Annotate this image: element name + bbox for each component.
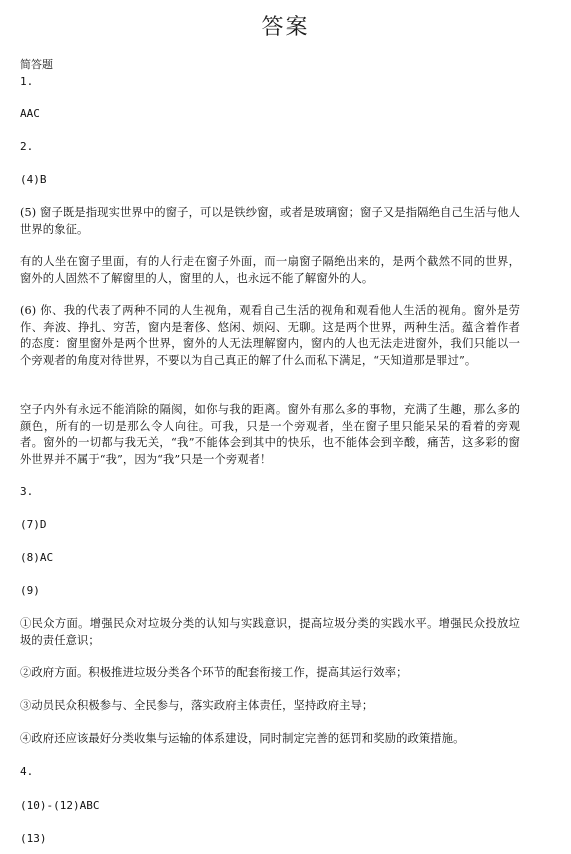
question-3-number: 3. <box>20 485 34 498</box>
answer-9-point-4: ④政府还应该最好分类收集与运输的体系建设，同时制定完善的惩罚和奖励的政策措施。 <box>20 732 465 745</box>
question-4-number: 4. <box>20 765 34 778</box>
answer-10-12: (10)-(12)ABC <box>20 799 100 812</box>
answer-5: (5) 窗子既是指现实世界中的窗子，可以是铁纱窗，或者是玻璃窗；窗子又是指隔绝自己生活与他人世界的象征。 <box>20 206 520 236</box>
answer-9-point-1: ①民众方面。增强民众对垃圾分类的认知与实践意识，提高垃圾分类的实践水平。增强民众投放垃圾的责任意识； <box>20 617 520 647</box>
question-1-number: 1. <box>20 75 34 88</box>
answer-9-point-2: ②政府方面。积极推进垃圾分类各个环节的配套衔接工作，提高其运行效率； <box>20 666 408 679</box>
answer-6: (6) 你、我的代表了两种不同的人生视角，观看自己生活的视角和观看他人生活的视角。窗外是劳作、奔波、挣扎、穷苦，窗内是奢侈、悠闲、烦闷、无聊。这是两个世界，两种生活。蕴含着作者的态度：窗里窗外是两个世界，窗外的人无法理解窗内，窗内的人也无法走进窗外，我们只能以一个旁观者的角度对待世界，不要以为自己真正的解了什么而私下满足，“天知道那是罪过”。 <box>20 304 520 367</box>
answer-5-continued: 有的人坐在窗子里面，有的人行走在窗子外面，而一扇窗子隔绝出来的，是两个截然不同的世界，窗外的人固然不了解窗里的人，窗里的人，也永远不能了解窗外的人。 <box>20 255 520 285</box>
answer-13: (13) <box>20 832 47 845</box>
answer-8: (8)AC <box>20 551 54 564</box>
page-title: 答案 <box>261 15 310 40</box>
answer-6-continued: 空子内外有永远不能消除的隔阂，如你与我的距离。窗外有那么多的事物，充满了生趣，那么多的颜色，所有的一切是那么令人向往。可我，只是一个旁观者，坐在窗子里只能呆呆的看着的旁观者。窗外的一切都与我无关，“我”不能体会到其中的快乐，也不能体会到辛酸，痛苦，这多彩的窗外世界并不属于“我”，因为“我”只是一个旁观者！ <box>20 403 520 466</box>
section-heading: 简答题 <box>20 58 53 71</box>
question-1-answer: AAC <box>20 107 40 120</box>
answer-7: (7)D <box>20 518 47 531</box>
answer-4: (4)B <box>20 173 47 186</box>
answer-9-point-3: ③动员民众积极参与、全民参与，落实政府主体责任，坚持政府主导； <box>20 699 374 712</box>
answer-9: (9) <box>20 584 40 597</box>
question-2-number: 2. <box>20 140 34 153</box>
